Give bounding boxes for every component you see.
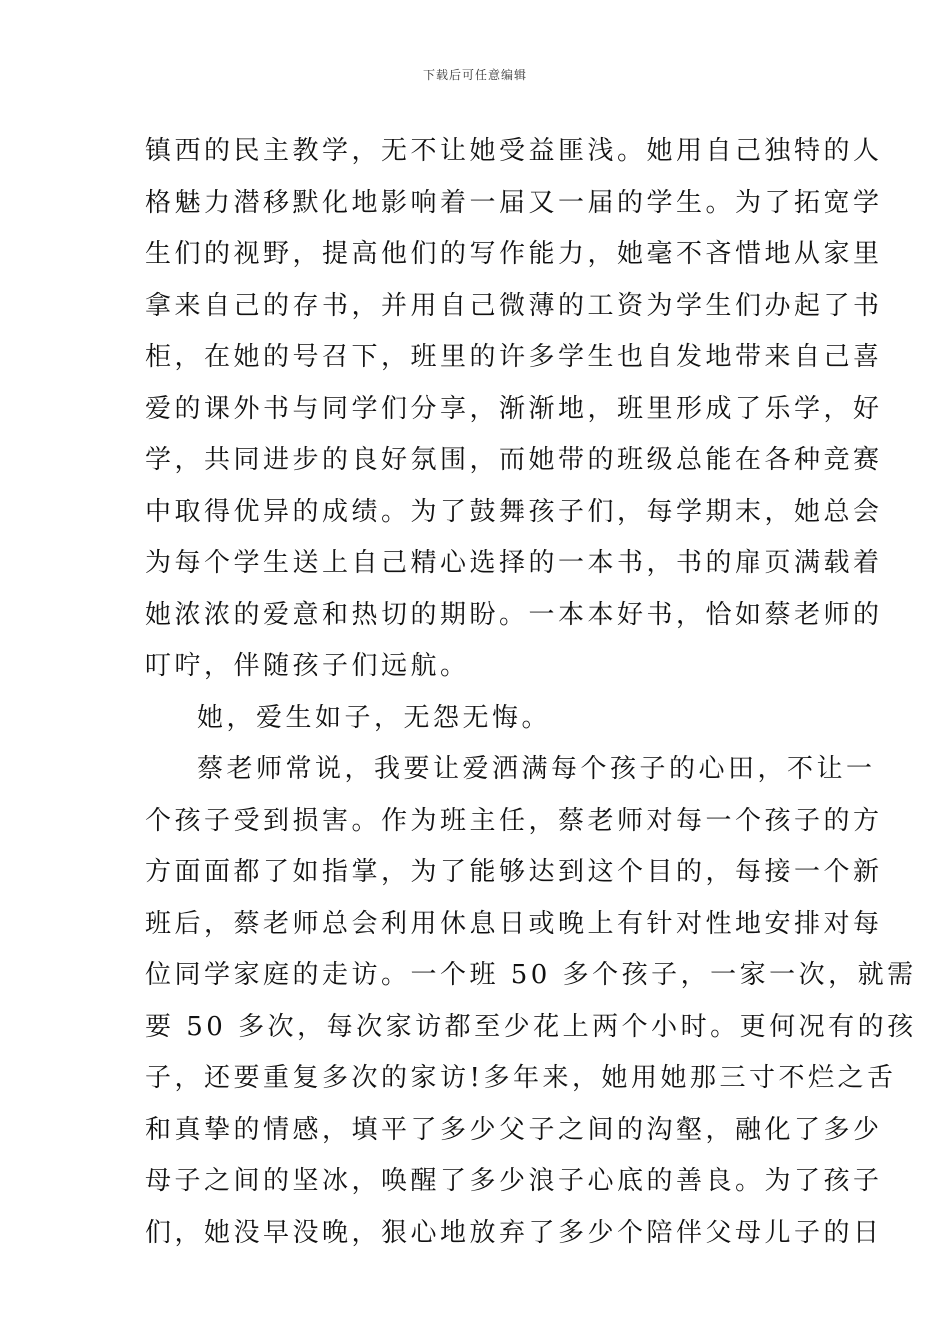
- text-line: 中取得优异的成绩。为了鼓舞孩子们，每学期末，她总会: [145, 496, 883, 527]
- text-line: 个孩子受到损害。作为班主任，蔡老师对每一个孩子的方: [145, 805, 883, 836]
- text-line: 要 50 多次，每次家访都至少花上两个小时。更何况有的孩: [145, 1011, 917, 1042]
- text-line: 爱的课外书与同学们分享，渐渐地，班里形成了乐学，好: [145, 393, 883, 424]
- text-line: 母子之间的坚冰，唤醒了多少浪子心底的善良。为了孩子: [145, 1166, 883, 1196]
- text-line: 班后，蔡老师总会利用休息日或晚上有针对性地安排对每: [145, 908, 883, 939]
- text-line: 方面面都了如指掌，为了能够达到这个目的，每接一个新: [145, 857, 883, 887]
- text-line: 位同学家庭的走访。一个班 50 多个孩子，一家一次，就需: [145, 960, 917, 990]
- body-text: [145, 126, 917, 1259]
- page-header: 下载后可任意编辑: [422, 68, 527, 82]
- text-line: 和真挚的情感，填平了多少父子之间的沟壑，融化了多少: [145, 1114, 883, 1145]
- text-line: 生们的视野，提高他们的写作能力，她毫不吝惜地从家里: [145, 239, 883, 269]
- text-line: 子，还要重复多次的家访!多年来，她用她那三寸不烂之舌: [145, 1063, 897, 1093]
- text-line: 拿来自己的存书，并用自己微薄的工资为学生们办起了书: [145, 290, 883, 321]
- text-line: 们，她没早没晚，狠心地放弃了多少个陪伴父母儿子的日: [145, 1217, 883, 1248]
- text-line: 镇西的民主教学，无不让她受益匪浅。她用自己独特的人: [145, 136, 883, 166]
- text-line: 为每个学生送上自己精心选择的一本书，书的扉页满载着: [145, 548, 883, 578]
- paragraph-line: 蔡老师常说，我要让爱洒满每个孩子的心田，不让一: [197, 754, 876, 784]
- text-line: 她浓浓的爱意和热切的期盼。一本本好书，恰如蔡老师的: [145, 599, 883, 630]
- text-line: 格魅力潜移默化地影响着一届又一届的学生。为了拓宽学: [145, 187, 883, 218]
- text-line: 学，共同进步的良好氛围，而她带的班级总能在各种竞赛: [145, 445, 883, 475]
- text-line: 叮咛，伴随孩子们远航。: [145, 651, 470, 681]
- paragraph-line: 她，爱生如子，无怨无悔。: [197, 702, 552, 733]
- text-line: 柜，在她的号召下，班里的许多学生也自发地带来自己喜: [145, 342, 883, 372]
